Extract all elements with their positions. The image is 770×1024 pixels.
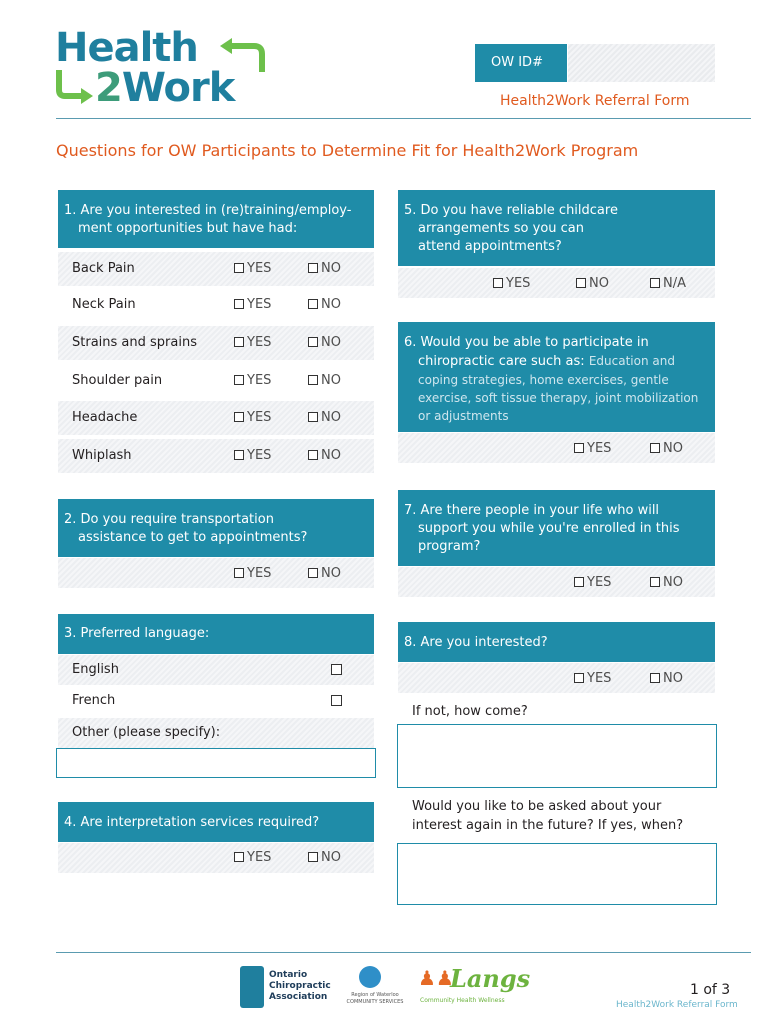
q1-title-line1: 1. Are you interested in (re)training/employ-	[64, 203, 352, 218]
checkbox-icon	[234, 450, 244, 460]
q1-neck-pain-yes[interactable]	[234, 297, 271, 312]
q1-back-pain-no[interactable]	[308, 261, 341, 276]
checkbox-icon	[308, 568, 318, 578]
checkbox-icon	[650, 673, 660, 683]
footer-divider	[56, 952, 751, 953]
q6-no[interactable]	[650, 441, 683, 456]
checkbox-icon	[234, 568, 244, 578]
yes-label: YES	[247, 373, 272, 388]
region-of-waterloo-logo	[345, 966, 405, 1008]
q6-title-line2-wrap	[404, 352, 709, 371]
no-label: NO	[321, 335, 341, 350]
q2-title-line2: assistance to get to appointments?	[78, 530, 308, 545]
q5-title-line2: arrangements so you can	[418, 221, 585, 236]
q4-no[interactable]	[308, 850, 341, 865]
q4-title: 4. Are interpretation services required?	[64, 815, 320, 830]
checkbox-icon	[308, 852, 318, 862]
oca-line3: Association	[269, 992, 328, 1002]
q1-shoulder-yes[interactable]	[234, 373, 271, 388]
logo-digit-2: 2	[95, 65, 122, 111]
q1-back-pain-yes[interactable]	[234, 261, 271, 276]
checkbox-icon	[234, 299, 244, 309]
no-label: NO	[321, 261, 341, 276]
yes-label: YES	[247, 850, 272, 865]
logo-word-2work	[95, 66, 234, 110]
q1-shoulder-no[interactable]	[308, 373, 341, 388]
q5-title-line1: 5. Do you have reliable childcare	[404, 203, 618, 218]
no-label: NO	[663, 671, 683, 686]
checkbox-icon	[650, 278, 660, 288]
q7-header	[398, 490, 715, 566]
checkbox-icon	[234, 263, 244, 273]
q2-no[interactable]	[308, 566, 341, 581]
q3-other-input[interactable]	[56, 748, 376, 778]
ow-id-label: OW ID#	[475, 44, 567, 82]
yes-label: YES	[506, 276, 531, 291]
checkbox-icon	[234, 375, 244, 385]
q1-header	[58, 190, 374, 248]
forward-arrow-icon	[55, 70, 95, 106]
q6-header	[398, 322, 715, 432]
section-title: Questions for OW Participants to Determine Fit for Health2Work Program	[56, 141, 639, 160]
spine-icon	[240, 966, 264, 1008]
q5-na[interactable]	[650, 276, 686, 291]
q8-yes[interactable]	[574, 671, 611, 686]
q5-header	[398, 190, 715, 266]
langs-tagline: Community Health Wellness	[420, 997, 505, 1004]
yes-label: YES	[247, 297, 272, 312]
yes-label: YES	[587, 575, 612, 590]
q7-yes[interactable]	[574, 575, 611, 590]
q8-ask-again-line2: interest again in the future? If yes, when?	[412, 818, 684, 833]
checkbox-icon	[493, 278, 503, 288]
people-icon: ♟♟	[418, 966, 454, 990]
checkbox-icon	[234, 337, 244, 347]
no-label: NO	[321, 410, 341, 425]
no-label: NO	[321, 297, 341, 312]
q3-option-label: English	[72, 662, 119, 677]
checkbox-icon	[650, 577, 660, 587]
oca-logo-text	[269, 970, 331, 1003]
q5-yes[interactable]	[493, 276, 530, 291]
q3-header	[58, 614, 374, 654]
yes-label: YES	[247, 335, 272, 350]
q1-whiplash-no[interactable]	[308, 448, 341, 463]
q1-row-label: Back Pain	[72, 261, 135, 276]
header-divider	[56, 118, 751, 119]
no-label: NO	[589, 276, 609, 291]
q1-row-label: Strains and sprains	[72, 335, 197, 350]
q6-sub-line4: exercise, soft tissue therapy, joint mobilization	[418, 391, 699, 405]
checkbox-icon	[574, 443, 584, 453]
q7-no[interactable]	[650, 575, 683, 590]
q8-ask-again-label	[412, 797, 712, 835]
no-label: NO	[663, 575, 683, 590]
q1-row-label: Shoulder pain	[72, 373, 163, 388]
checkbox-icon	[308, 299, 318, 309]
q8-ask-again-input[interactable]	[397, 843, 717, 905]
q1-row-label: Headache	[72, 410, 138, 425]
langs-logo	[418, 964, 531, 1008]
checkbox-icon	[308, 412, 318, 422]
q6-sub-line3: coping strategies, home exercises, gentle	[418, 373, 669, 387]
q3-french-checkbox[interactable]	[331, 695, 342, 706]
yes-label: YES	[587, 441, 612, 456]
q1-row-label: Neck Pain	[72, 297, 136, 312]
q4-header	[58, 802, 374, 842]
q2-header	[58, 499, 374, 557]
checkbox-icon	[574, 577, 584, 587]
checkbox-icon	[308, 375, 318, 385]
yes-label: YES	[587, 671, 612, 686]
no-label: NO	[321, 373, 341, 388]
q1-strains-no[interactable]	[308, 335, 341, 350]
q7-title-line3: program?	[418, 539, 481, 554]
q1-whiplash-yes[interactable]	[234, 448, 271, 463]
q8-header	[398, 622, 715, 662]
q3-other-label: Other (please specify):	[72, 725, 221, 740]
ow-id-field[interactable]	[568, 44, 715, 82]
region-mark-icon	[359, 966, 381, 988]
q3-english-checkbox[interactable]	[331, 664, 342, 675]
q8-title: 8. Are you interested?	[404, 635, 548, 650]
na-label: N/A	[663, 276, 686, 291]
q1-neck-pain-no[interactable]	[308, 297, 341, 312]
q7-title-line2: support you while you're enrolled in this	[418, 521, 680, 536]
q6-title-line1: 6. Would you be able to participate in	[404, 335, 649, 350]
no-label: NO	[321, 566, 341, 581]
q6-title-line2: chiropractic care such as:	[418, 354, 585, 369]
yes-label: YES	[247, 410, 272, 425]
oca-logo	[240, 966, 330, 1008]
q2-yes[interactable]	[234, 566, 271, 581]
health2work-logo	[55, 26, 280, 116]
no-label: NO	[663, 441, 683, 456]
q4-yes[interactable]	[234, 850, 271, 865]
q8-if-not-label: If not, how come?	[412, 704, 528, 719]
oca-line1: Ontario	[269, 970, 308, 980]
region-logo-text: Region of Waterloo COMMUNITY SERVICES	[346, 992, 404, 1005]
checkbox-icon	[576, 278, 586, 288]
q6-yes[interactable]	[574, 441, 611, 456]
q5-no[interactable]	[576, 276, 609, 291]
oca-line2: Chiropractic	[269, 981, 331, 991]
checkbox-icon	[234, 412, 244, 422]
checkbox-icon	[308, 450, 318, 460]
yes-label: YES	[247, 566, 272, 581]
checkbox-icon	[308, 337, 318, 347]
checkbox-icon	[234, 852, 244, 862]
page-number: 1 of 3	[690, 982, 731, 998]
q8-no[interactable]	[650, 671, 683, 686]
footer-form-name: Health2Work Referral Form	[616, 1000, 738, 1010]
form-title: Health2Work Referral Form	[500, 93, 690, 109]
q3-title: 3. Preferred language:	[64, 626, 210, 641]
q6-sub-inline: Education and	[588, 354, 675, 368]
no-label: NO	[321, 448, 341, 463]
checkbox-icon	[308, 263, 318, 273]
q8-if-not-input[interactable]	[397, 724, 717, 788]
logo-word-health: Health	[55, 25, 198, 71]
yes-label: YES	[247, 448, 272, 463]
q3-option-label: French	[72, 693, 116, 708]
q2-title-line1: 2. Do you require transportation	[64, 512, 274, 527]
checkbox-icon	[574, 673, 584, 683]
langs-wordmark: Langs	[450, 964, 531, 993]
q8-ask-again-line1: Would you like to be asked about your	[412, 799, 662, 814]
q7-title-line1: 7. Are there people in your life who will	[404, 503, 660, 518]
checkbox-icon	[650, 443, 660, 453]
q1-row-label: Whiplash	[72, 448, 132, 463]
no-label: NO	[321, 850, 341, 865]
q1-title-line2: ment opportunities but have had:	[78, 221, 298, 236]
q5-title-line3: attend appointments?	[418, 239, 562, 254]
q1-headache-yes[interactable]	[234, 410, 271, 425]
q1-headache-no[interactable]	[308, 410, 341, 425]
yes-label: YES	[247, 261, 272, 276]
q1-strains-yes[interactable]	[234, 335, 271, 350]
logo-word-work: Work	[121, 65, 235, 111]
q6-sub-line5: or adjustments	[418, 409, 509, 423]
